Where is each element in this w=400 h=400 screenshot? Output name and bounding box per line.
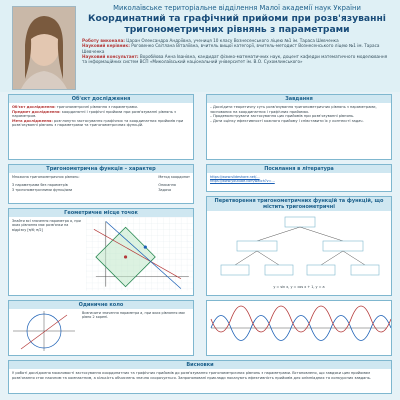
transform-caption: y = sin x, y = cos x + 1, y = a	[273, 285, 325, 289]
unit-circle-graph	[9, 309, 79, 353]
header	[0, 0, 400, 92]
conclusion-title: Висновки	[9, 361, 391, 369]
links-title: Посилання в література	[207, 165, 391, 173]
locus-graph	[86, 217, 193, 291]
tasks-box	[206, 94, 392, 160]
unit-circle-title: Одиничне коло	[9, 301, 193, 309]
organization: Миколаївське територіальне відділення Малої академії наук України	[113, 4, 361, 12]
object-title: Об'єкт дослідження	[9, 95, 193, 103]
locus-box	[8, 208, 194, 296]
transform-title: Перетворення тригонометричних функцій та функцій, що містить тригонометричні	[207, 197, 391, 211]
classification-title: Тригонометрична функція – характер	[9, 165, 193, 173]
supervisor-row: Науковий керівник: Роговенко Світлана Віталіївна, вчитель вищої категорії, вчитель-методист Вознесенського ліцею №1 ім. Тараса Шевченка	[82, 43, 380, 54]
transform-diagram	[207, 211, 393, 281]
unit-circle-text: Визначити значення параметра a, при яких рівняння має рівно 2 корені.	[82, 311, 185, 320]
poster-title	[82, 14, 392, 35]
tasks-text: – Дослідити теоретичну суть розв'язування тригонометричних рівнянь з параметрами, заснованих на координатних і графічних прийомах. – Продемонструвати застосування цих прийомів при розв'язуванні рівнянь. – Дати оцінку ефективності кожного прийому і співставити їх у контексті задач.	[210, 105, 377, 123]
author-row: Роботу виконала: Царан Олександра Андріївна, учениця 10 класу Вознесенського ліцею №1 ім. Тараса Шевченка	[82, 38, 339, 43]
title-line2: тригонометричних рівнянь з параметрами	[124, 23, 350, 35]
conclusion-text: У роботі досліджено можливості застосування координатних та графічних прийомів до розв'язування тригонометричних рівнянь з параметрами. Встановлено, що завдяки цим прийомам розв'язання стає наочним та компактним, а кількість обчислень значно скорочується. Запропоновані приклади показують ефективність прийомів для олімпіадних та конкурсних завдань.	[12, 371, 371, 380]
locus-text: Знайти всі значення параметра a, при яких рівняння має розв'язки на відрізку [π/6; π/2]	[12, 219, 81, 232]
transform-box	[206, 196, 392, 296]
classification-box	[8, 164, 194, 204]
authors-block	[82, 38, 392, 64]
title-line1: Координатний та графічний прийоми при розв'язуванні	[88, 13, 386, 24]
classification-col2: Метод координат Описання Задача	[158, 175, 190, 192]
conclusion-box	[8, 360, 392, 394]
wave-graph	[207, 301, 391, 355]
consultant-row: Науковий консультант: Воробйова Анна Іванівна, кандидат фізико-математичних наук, доцент кафедри математичного моделювання та інформаційних систем ВСП «Миколаївський національний університет ім. В.О. Сухомлинського»	[82, 53, 388, 65]
classification-col1: Множина тригонометричних рівнянь: З параметрами без параметрів З тригонометричними функціями	[12, 175, 80, 192]
link-2[interactable]: https://www.youtube.com/watch?v=...	[210, 179, 275, 184]
unit-circle-box	[8, 300, 194, 356]
object-text: Об'єкт дослідження: тригонометричні рівняння з параметрами. Предмет дослідження: координатні і графічні прийоми при розв'язуванні рівнянь з параметром. Мета дослідження: розглянути застосування графічних та координатних прийомів при розв'язуванні рівнянь з параметрами та тригонометричних функцій.	[12, 105, 184, 128]
tasks-title: Завдання	[207, 95, 391, 103]
links-box	[206, 164, 392, 192]
wave-box	[206, 300, 392, 356]
locus-title: Геометричне місце точок	[9, 209, 193, 217]
link-1[interactable]: https://www.slideshare.net/...	[210, 175, 260, 179]
author-photo	[12, 6, 76, 90]
object-box	[8, 94, 194, 160]
